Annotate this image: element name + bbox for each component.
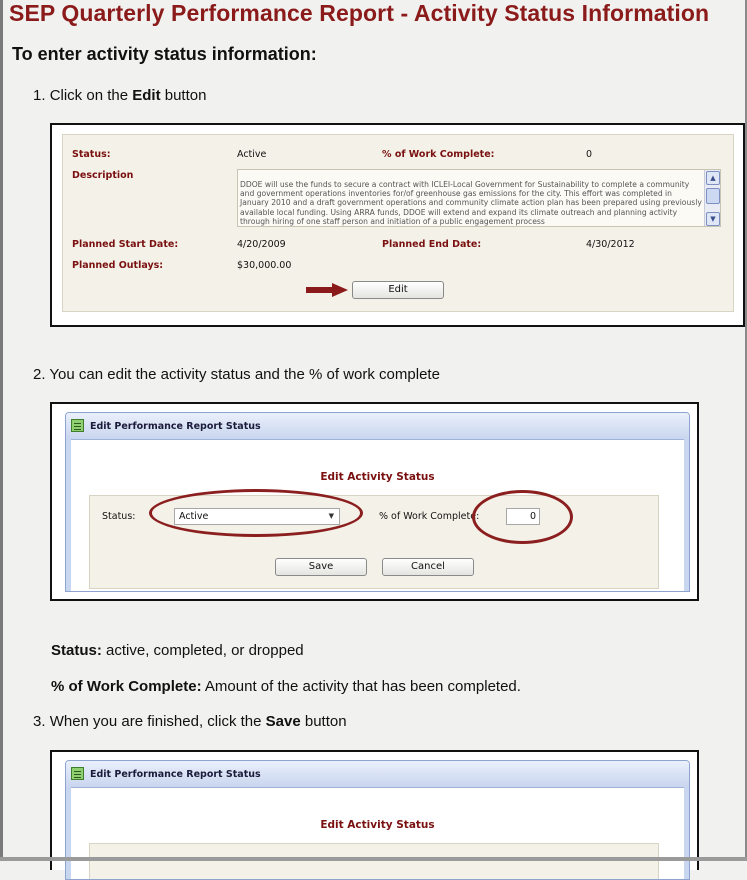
step-text: Click on the (49, 87, 133, 104)
planned-start-value: 4/20/2009 (237, 239, 286, 250)
status-label: Status: (72, 149, 111, 160)
page-border (0, 857, 747, 861)
planned-end-value: 4/30/2012 (586, 239, 635, 250)
scroll-down-icon[interactable]: ▼ (706, 212, 720, 226)
activity-status-panel (62, 134, 734, 312)
step-number: 1. (33, 87, 46, 104)
pointer-arrow-icon (306, 283, 348, 297)
edit-button[interactable]: Edit (352, 281, 444, 299)
edit-status-panel (89, 843, 659, 880)
pct-complete-value: 0 (586, 149, 593, 160)
screenshot-edit-dialog-save (50, 750, 699, 870)
step-emphasis: Edit (132, 87, 161, 104)
step-2 (33, 366, 440, 383)
planned-outlays-value: $30,000.00 (237, 260, 292, 271)
step-1 (33, 87, 206, 104)
dialog-header (66, 413, 689, 440)
save-button[interactable]: Save (275, 558, 367, 576)
description-scrollbar[interactable] (704, 170, 720, 226)
description-textarea[interactable] (237, 169, 721, 227)
page-subtitle: To enter activity status information: (12, 44, 317, 64)
page-title: SEP Quarterly Performance Report - Activity Status Information (9, 0, 710, 26)
status-label: Status: (102, 511, 136, 522)
status-value: Active (237, 149, 267, 160)
section-title: Edit Activity Status (320, 471, 435, 483)
dialog-border (684, 439, 689, 592)
term: Status: (51, 642, 102, 659)
edit-status-dialog (65, 760, 690, 880)
step-3 (33, 713, 347, 730)
pct-complete-label: % of Work Complete: (382, 149, 495, 160)
document-icon (71, 767, 84, 780)
term: % of Work Complete: (51, 678, 202, 695)
pct-complete-label: % of Work Complete: (379, 511, 480, 522)
dialog-border (66, 787, 71, 880)
dialog-title: Edit Performance Report Status (90, 421, 261, 432)
document-icon (71, 419, 84, 432)
status-selected-value: Active (179, 511, 209, 522)
dialog-border (684, 787, 689, 880)
step-number: 2. (33, 366, 46, 383)
highlight-oval (472, 490, 573, 544)
planned-outlays-label: Planned Outlays: (72, 260, 164, 271)
pct-complete-input[interactable]: 0 (506, 508, 540, 525)
screenshot-edit-dialog (50, 402, 699, 601)
section-title: Edit Activity Status (320, 819, 435, 831)
status-explanation (51, 642, 304, 659)
page-border (0, 0, 3, 861)
step-emphasis: Save (265, 713, 301, 730)
pct-explanation (51, 678, 521, 695)
step-text: button (300, 713, 347, 730)
cancel-button[interactable]: Cancel (382, 558, 474, 576)
chevron-down-icon: ▼ (328, 512, 334, 520)
step-text: When you are finished, click the (49, 713, 266, 730)
scroll-up-icon[interactable]: ▲ (706, 171, 720, 185)
step-number: 3. (33, 713, 46, 730)
description-text: DDOE will use the funds to secure a contract with ICLEI-Local Government for Sustainability to complete a community and government operations inventories for/of greenhouse gas emissions for the city. This effort was completed in January 2010 and a draft government operations and community climate action plan has been prepared using previously available local funding. Using ARRA funds, DDOE will extend and expand its climate outreach and planning activity through hiring of one staff person and initiation of a public engagement process (240, 180, 702, 226)
screenshot-activity-panel (50, 123, 745, 327)
term-definition: Amount of the activity that has been completed. (201, 678, 521, 695)
dialog-border (66, 439, 71, 592)
highlight-oval (149, 489, 363, 537)
scroll-thumb[interactable] (706, 188, 720, 204)
dialog-title: Edit Performance Report Status (90, 769, 261, 780)
description-label: Description (72, 170, 134, 181)
planned-start-label: Planned Start Date: (72, 239, 179, 250)
dialog-header (66, 761, 689, 788)
planned-end-label: Planned End Date: (382, 239, 482, 250)
term-definition: active, completed, or dropped (101, 642, 304, 659)
step-text: button (160, 87, 207, 104)
step-text: You can edit the activity status and the % of work complete (49, 366, 440, 383)
